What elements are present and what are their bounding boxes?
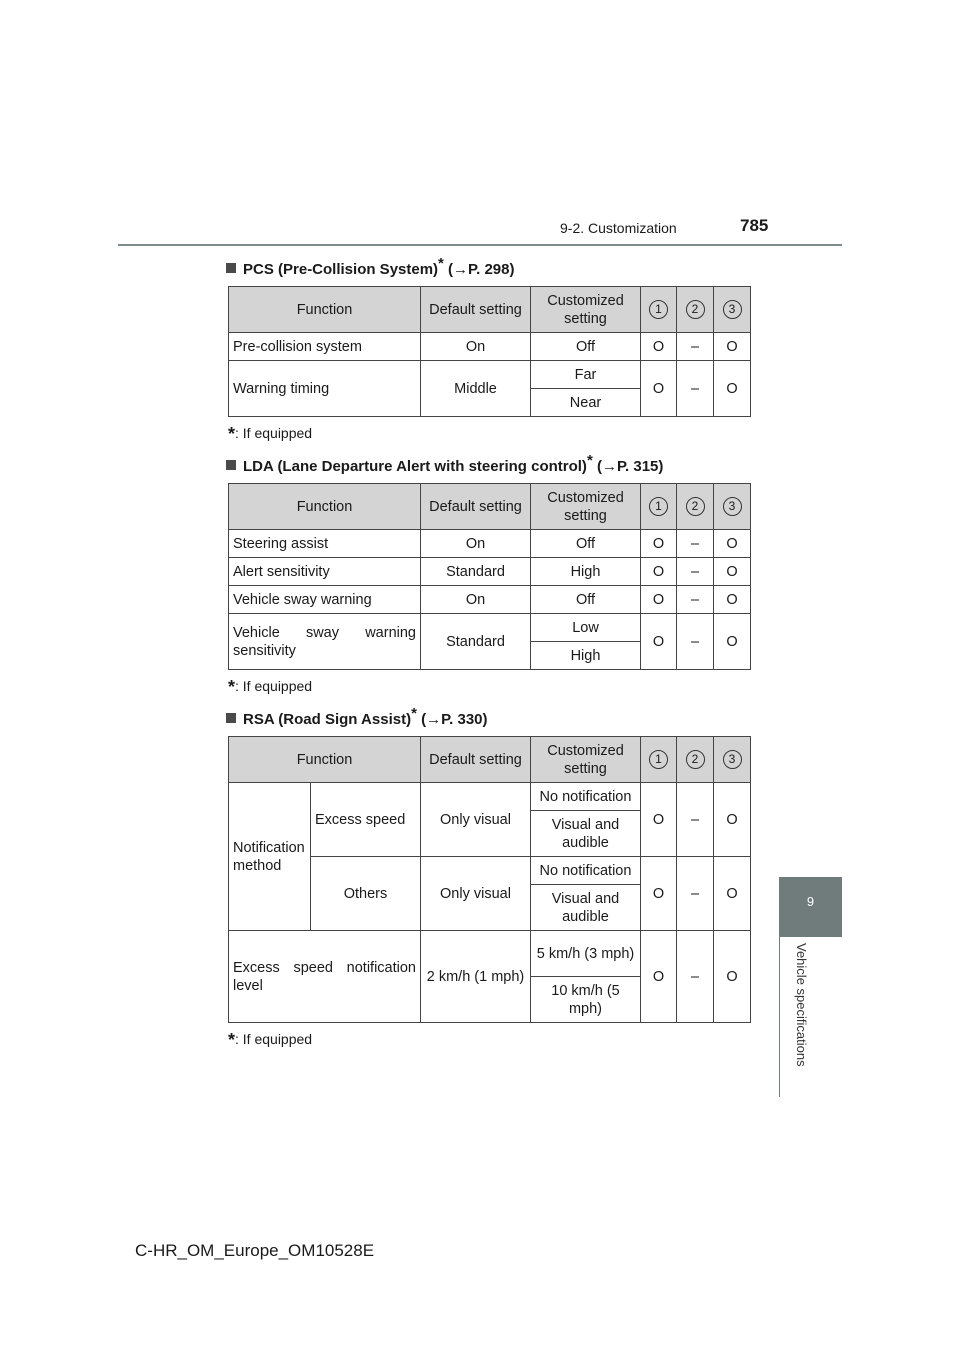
c1-cell: O [641,558,677,586]
pcs-title: PCS (Pre-Collision System) [243,261,439,278]
c3-cell: O [714,857,751,931]
c2-cell: – [677,783,714,857]
asterisk: * [228,424,236,444]
customized-cell: Off [531,333,641,361]
c1-cell: O [641,857,677,931]
square-bullet-icon [226,713,236,723]
col-2 [677,737,714,783]
circled-1: 1 [649,300,668,319]
circled-2: 2 [686,497,705,516]
footnote: *: If equipped [228,677,313,697]
c3-cell: O [714,333,751,361]
group-label-cell: Notification method [229,783,311,931]
chapter-tab-line [779,937,780,1097]
col-1 [641,484,677,530]
col-3 [714,737,751,783]
asterisk: * [228,677,236,697]
customized-cell: Off [531,586,641,614]
col-default: Default setting [421,484,531,530]
c3-cell: O [714,361,751,417]
c1-cell: O [641,614,677,670]
function-cell: Warning timing [229,361,421,417]
c3-cell: O [714,558,751,586]
default-cell: Only visual [421,783,531,857]
table-row [229,361,751,389]
table-row [229,333,751,361]
page-ref-link[interactable]: (→P. 315) [592,458,664,475]
lda-title: LDA (Lane Departure Alert with steering control) [243,458,587,475]
c2-cell: – [677,614,714,670]
circled-3: 3 [723,750,742,769]
c3-cell: O [714,614,751,670]
asterisk: * [411,705,417,722]
col-2 [677,484,714,530]
footnote: *: If equipped [228,424,313,444]
default-cell: On [421,333,531,361]
table-row [229,614,751,642]
customized-cell: No notification [531,857,641,885]
c1-cell: O [641,333,677,361]
col-customized: Customized setting [531,737,641,783]
footnote: *: If equipped [228,1030,313,1050]
default-cell: Middle [421,361,531,417]
c1-cell: O [641,361,677,417]
col-function: Function [229,484,421,530]
col-default: Default setting [421,287,531,333]
c2-cell: – [677,857,714,931]
c2-cell: – [677,931,714,1023]
col-1 [641,737,677,783]
customized-cell: Off [531,530,641,558]
sub-function-cell: Others [311,857,421,931]
customized-cell: High [531,642,641,670]
c3-cell: O [714,931,751,1023]
c2-cell: – [677,586,714,614]
c1-cell: O [641,931,677,1023]
chapter-tab: 9 [779,877,842,937]
lda-heading [226,452,663,475]
circled-2: 2 [686,300,705,319]
c3-cell: O [714,783,751,857]
circled-3: 3 [723,300,742,319]
c2-cell: – [677,333,714,361]
pcs-heading [226,255,514,278]
customized-cell: Far [531,361,641,389]
default-cell: Standard [421,558,531,586]
table-row [229,783,751,811]
customized-cell: Visual and audible [531,885,641,931]
default-cell: Only visual [421,857,531,931]
page-ref-link[interactable]: (→P. 298) [443,261,515,278]
c1-cell: O [641,586,677,614]
function-cell: Steering assist [229,530,421,558]
rsa-table [228,736,751,1023]
asterisk: * [586,452,593,469]
pcs-table [228,286,751,417]
col-default: Default setting [421,737,531,783]
c1-cell: O [641,530,677,558]
c3-cell: O [714,530,751,558]
rsa-title: RSA (Road Sign Assist) [243,711,412,728]
lda-table [228,483,751,670]
header-divider [118,244,842,246]
square-bullet-icon [226,263,236,273]
default-cell: On [421,530,531,558]
chapter-label: Vehicle specifications [794,943,809,1067]
customized-cell: Near [531,389,641,417]
customized-cell: Low [531,614,641,642]
table-row [229,586,751,614]
col-customized: Customized setting [531,287,641,333]
function-cell: Excess speed notification level [229,931,421,1023]
sub-function-cell: Excess speed [311,783,421,857]
col-customized: Customized setting [531,484,641,530]
c2-cell: – [677,530,714,558]
function-cell: Vehicle sway warning sensitivity [229,614,421,670]
square-bullet-icon [226,460,236,470]
col-2 [677,287,714,333]
function-cell: Vehicle sway warning [229,586,421,614]
col-3 [714,287,751,333]
table-header-row [229,737,751,783]
asterisk: * [438,255,444,272]
circled-2: 2 [686,750,705,769]
c2-cell: – [677,361,714,417]
customized-cell: High [531,558,641,586]
c2-cell: – [677,558,714,586]
circled-3: 3 [723,497,742,516]
section-title: 9-2. Customization [560,220,677,236]
function-cell: Pre-collision system [229,333,421,361]
col-1 [641,287,677,333]
customized-cell: 5 km/h (3 mph) [531,931,641,977]
asterisk: * [228,1030,236,1050]
rsa-heading [226,705,488,728]
default-cell: 2 km/h (1 mph) [421,931,531,1023]
table-row [229,931,751,977]
table-row [229,530,751,558]
c1-cell: O [641,783,677,857]
document-id: C-HR_OM_Europe_OM10528E [135,1241,375,1260]
table-header-row [229,484,751,530]
default-cell: Standard [421,614,531,670]
table-row [229,558,751,586]
customized-cell: Visual and audible [531,811,641,857]
customized-cell: No notification [531,783,641,811]
c3-cell: O [714,586,751,614]
col-function: Function [229,287,421,333]
col-function: Function [229,737,421,783]
default-cell: On [421,586,531,614]
function-cell: Alert sensitivity [229,558,421,586]
page-ref-link[interactable]: (→P. 330) [416,711,488,728]
circled-1: 1 [649,750,668,769]
table-header-row [229,287,751,333]
page-number: 785 [740,216,769,235]
col-3 [714,484,751,530]
circled-1: 1 [649,497,668,516]
customized-cell: 10 km/h (5 mph) [531,977,641,1023]
